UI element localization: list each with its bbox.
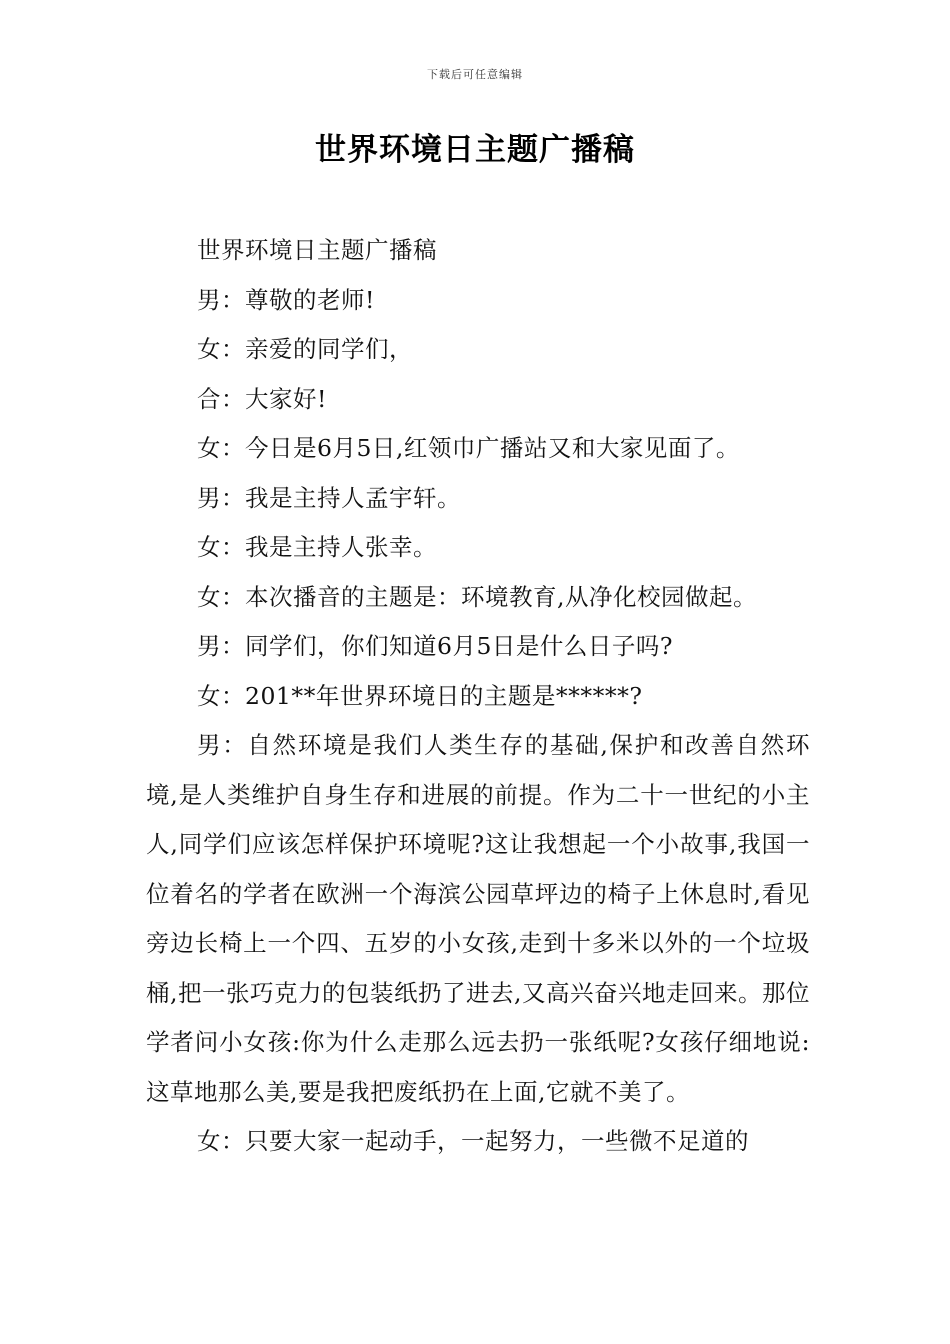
paragraph-line: 女：201**年世界环境日的主题是******? bbox=[197, 681, 643, 710]
paragraph-line: 女：我是主持人张幸。 bbox=[197, 533, 437, 561]
header-note: 下载后可任意编辑 bbox=[427, 68, 523, 81]
paragraph-line: 女：亲爱的同学们， bbox=[197, 335, 413, 363]
paragraph-line: 男：我是主持人孟宇轩。 bbox=[197, 483, 461, 512]
paragraph-line: 女：只要大家一起动手，一起努力，一些微不足道的 bbox=[197, 1127, 749, 1155]
document-body bbox=[146, 226, 810, 1167]
paragraph-line: 女：今日是6月5日,红领巾广播站又和大家见面了。 bbox=[197, 434, 740, 462]
paragraph-story: 男：自然环境是我们人类生存的基础,保护和改善自然环境,是人类维护自身生存和进展的前提。作为二十一世纪的小主人,同学们应该怎样保护环境呢?这让我想起一个小故事,我国一位着名的学者在欧洲一个海滨公园草坪边的椅子上休息时,看见旁边长椅上一个四、五岁的小女孩,走到十多米以外的一个垃圾桶,把一张巧克力的包装纸扔了进去,又高兴奋兴地走回来。那位学者问小女孩:你为什么走那么远去扔一张纸呢?女孩仔细地说:这草地那么美,要是我把废纸扔在上面,它就不美了。 bbox=[146, 731, 810, 1106]
paragraph-line: 男：同学们，你们知道6月5日是什么日子吗? bbox=[197, 632, 674, 660]
paragraph-line: 男：尊敬的老师! bbox=[197, 285, 375, 314]
document-title: 世界环境日主题广播稿 bbox=[315, 132, 635, 168]
paragraph-subtitle: 世界环境日主题广播稿 bbox=[197, 236, 437, 264]
paragraph-line: 女：本次播音的主题是：环境教育,从净化校园做起。 bbox=[197, 582, 757, 611]
paragraph-line: 合：大家好! bbox=[197, 384, 327, 413]
